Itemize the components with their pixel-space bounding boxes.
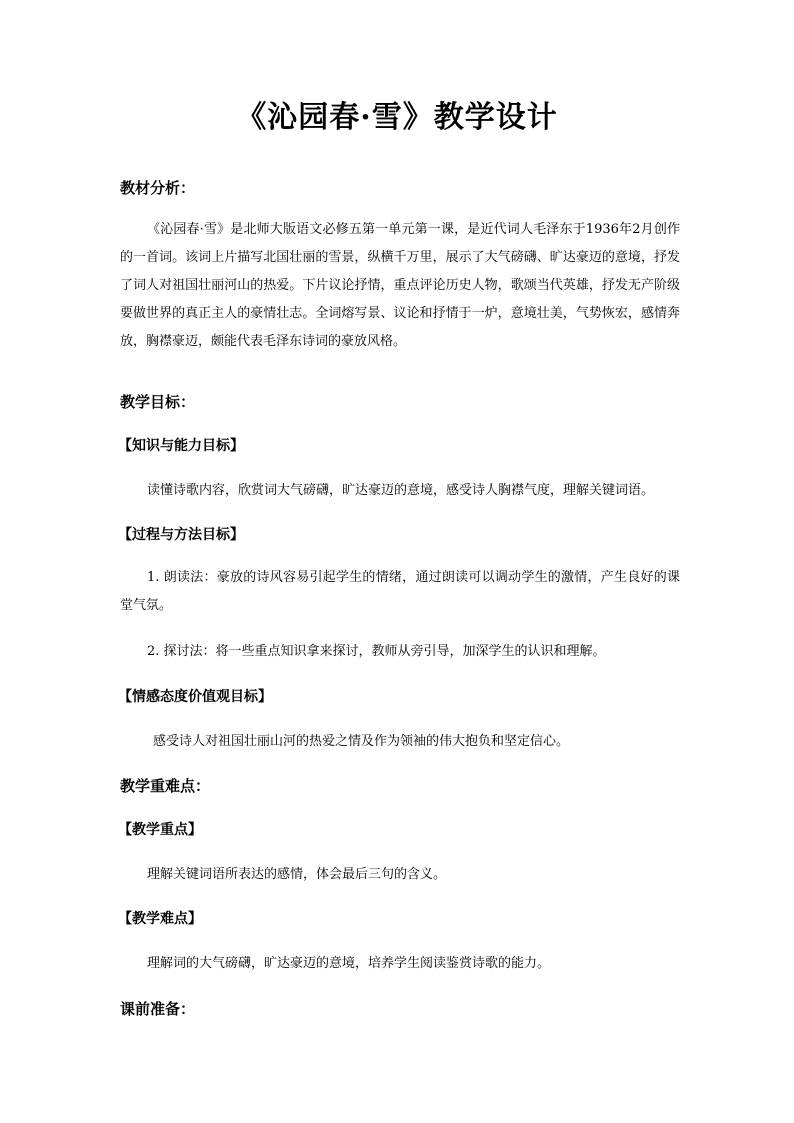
section-heading-analysis: 教材分析： <box>120 179 196 197</box>
emotion-paragraph: 感受诗人对祖国壮丽山河的热爱之情及作为领袖的伟大抱负和坚定信心。 <box>153 734 570 749</box>
document-title: 《沁园春·雪》教学设计 <box>236 100 558 135</box>
process-item-1: 1. 朗读法：豪放的诗风容易引起学生的情绪，通过朗读可以调动学生的激情，产生良好的课堂气氛。 <box>120 570 680 613</box>
analysis-paragraph: 《沁园春·雪》是北师大版语文必修五第一单元第一课，是近代词人毛泽东于1936年2月创作的一首词。该词上片描写北国壮丽的雪景，纵横千万里，展示了大气磅礴、旷达豪迈的意境，抒发了词人对祖国壮丽河山的热爱。下片议论抒情，重点评论历史人物，歌颂当代英雄，抒发无产阶级要做世界的真正主人的豪情壮志。全词熔写景、议论和抒情于一炉，意境壮美，气势恢宏，感情奔放，胸襟豪迈，颇能代表毛泽东诗词的豪放风格。 <box>120 222 680 349</box>
section-heading-preparation: 课前准备： <box>120 1000 196 1018</box>
knowledge-paragraph: 读懂诗歌内容，欣赏词大气磅礴，旷达豪迈的意境，感受诗人胸襟气度，理解关键词语。 <box>147 483 655 498</box>
subheading-focus: 【教学重点】 <box>118 822 202 838</box>
subheading-process: 【过程与方法目标】 <box>118 527 244 543</box>
focus-paragraph: 理解关键词语所表达的感情，体会最后三句的含义。 <box>147 867 447 882</box>
section-heading-objectives: 教学目标： <box>120 393 196 411</box>
subheading-emotion: 【情感态度价值观目标】 <box>118 689 272 705</box>
subheading-knowledge: 【知识与能力目标】 <box>118 438 244 454</box>
section-heading-key-points: 教学重难点： <box>120 777 211 795</box>
difficulty-paragraph: 理解词的大气磅礴，旷达豪迈的意境，培养学生阅读鉴赏诗歌的能力。 <box>147 956 551 971</box>
subheading-difficulty: 【教学难点】 <box>118 911 202 927</box>
process-item-2: 2. 探讨法：将一些重点知识拿来探讨，教师从旁引导，加深学生的认识和理解。 <box>147 644 606 659</box>
